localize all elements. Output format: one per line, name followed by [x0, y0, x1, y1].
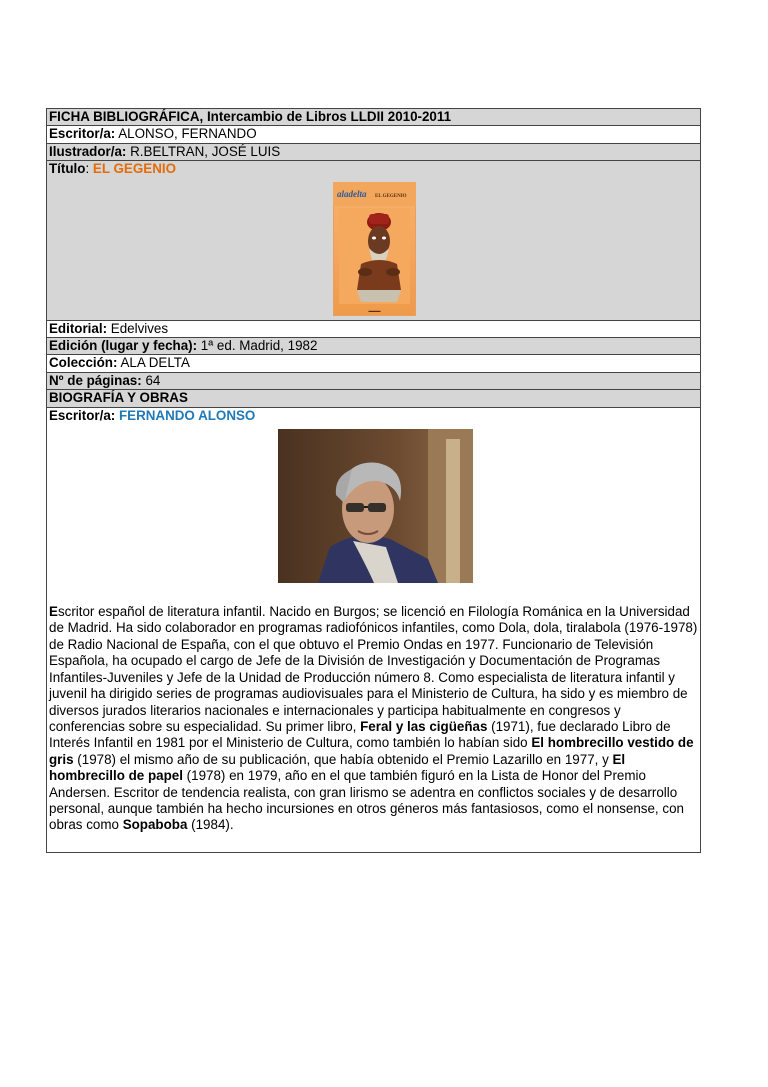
edition-value: 1ª ed. Madrid, 1982 [200, 338, 318, 354]
cover-publisher-line: ▬▬▬ [368, 307, 381, 313]
sheet-header: FICHA BIBLIOGRÁFICA, Intercambio de Libros LLDII 2010-2011 [49, 109, 452, 124]
bio-writer-label: Escritor/a: [49, 407, 116, 423]
bio-text-part-3: (1978) el mismo año de su publicación, que había obtenido el Premio Lazarillo en 1977, y [73, 751, 613, 767]
title-label: Título [49, 161, 86, 177]
publisher-label: Editorial: [49, 320, 108, 336]
pages-label: Nº de páginas: [49, 372, 142, 388]
illustrator-value: R.BELTRAN, JOSÉ LUIS [130, 143, 281, 159]
book-cover-image [333, 182, 416, 316]
book-title: EL GEGENIO [92, 161, 177, 177]
bio-writer-name: FERNANDO ALONSO [118, 407, 256, 423]
bio-book-feral: Feral y las cigüeñas [360, 718, 488, 734]
cover-illustration [339, 208, 410, 304]
illustrator-row [47, 143, 701, 160]
bio-header-row [47, 390, 701, 407]
collection-value: ALA DELTA [120, 355, 190, 371]
bio-text-part-4: (1978) en 1979, año en el que también figuró en la Lista de Honor del Premio Andersen. Escritor de tendencia realista, con gran lirismo se adentra en conflictos sociales y de desarrollo personal, aunque también ha hecho incursiones en otros géneros más fantasiosos, como el nonsense, con obras como [49, 768, 684, 833]
edition-label: Edición (lugar y fecha): [49, 338, 198, 354]
bio-dropcap: E [49, 604, 58, 620]
bio-text-part-1: scritor español de literatura infantil. Nacido en Burgos; se licenció en Filología Románica en la Universidad de Madrid. Ha sido colaborador en programas radiofónicos infantiles, como Dola, dola, tiralabola (1976-1978) de Radio Nacional de España, con el que obtuvo el Premio Ondas en 1977. Funcionario de Televisión Española, ha ocupado el cargo de Jefe de la División de Investigación y Documentación de Programas Infantiles-Juveniles y Jefe de la Unidad de Producción número 8. Como especialista de literatura infantil y juvenil ha dirigido series de programas audiovisuales para el Ministerio de Cultura, ha sido y es miembro de diversos jurados literarios nacionales e internacionales y participa habitualmente en congresos y conferencias sobre su especialidad. Su primer libro, [49, 604, 698, 734]
author-photo-area [49, 424, 698, 604]
author-photo-illustration [278, 429, 473, 583]
bio-header: BIOGRAFÍA Y OBRAS [49, 390, 188, 406]
pages-row [47, 372, 701, 389]
bio-text [49, 604, 697, 832]
bibliographic-sheet [46, 108, 701, 853]
header-row [47, 109, 701, 126]
publisher-value: Edelvives [110, 320, 169, 336]
bio-book-hombrecillo-papel: El hombrecillo de papel [49, 751, 626, 784]
author-photo [278, 429, 473, 583]
collection-row [47, 355, 701, 372]
bio-book-sopaboba: Sopaboba [122, 817, 188, 833]
writer-row [47, 126, 701, 143]
writer-value: ALONSO, FERNANDO [118, 126, 257, 142]
series-logo: aladelta [337, 188, 367, 199]
publisher-row [47, 320, 701, 337]
edition-row [47, 338, 701, 355]
bibliographic-table [46, 108, 701, 853]
cover-area [49, 178, 698, 320]
cover-book-title: EL GEGENIO [375, 193, 407, 199]
illustrator-label: Ilustrador/a: [49, 143, 127, 159]
bio-row [47, 407, 701, 852]
bio-book-hombrecillo-gris: El hombrecillo vestido de gris [49, 735, 694, 767]
collection-label: Colección: [49, 355, 118, 371]
title-sep: : [85, 161, 90, 177]
bio-text-part-5: (1984). [187, 817, 234, 833]
writer-label: Escritor/a: [49, 126, 116, 142]
pages-value: 64 [145, 372, 161, 388]
title-row [47, 161, 701, 320]
bio-text-part-2: (1971), fue declarado Libro de Interés Infantil en 1981 por el Ministerio de Cultura, como también lo habían sido [49, 718, 671, 751]
